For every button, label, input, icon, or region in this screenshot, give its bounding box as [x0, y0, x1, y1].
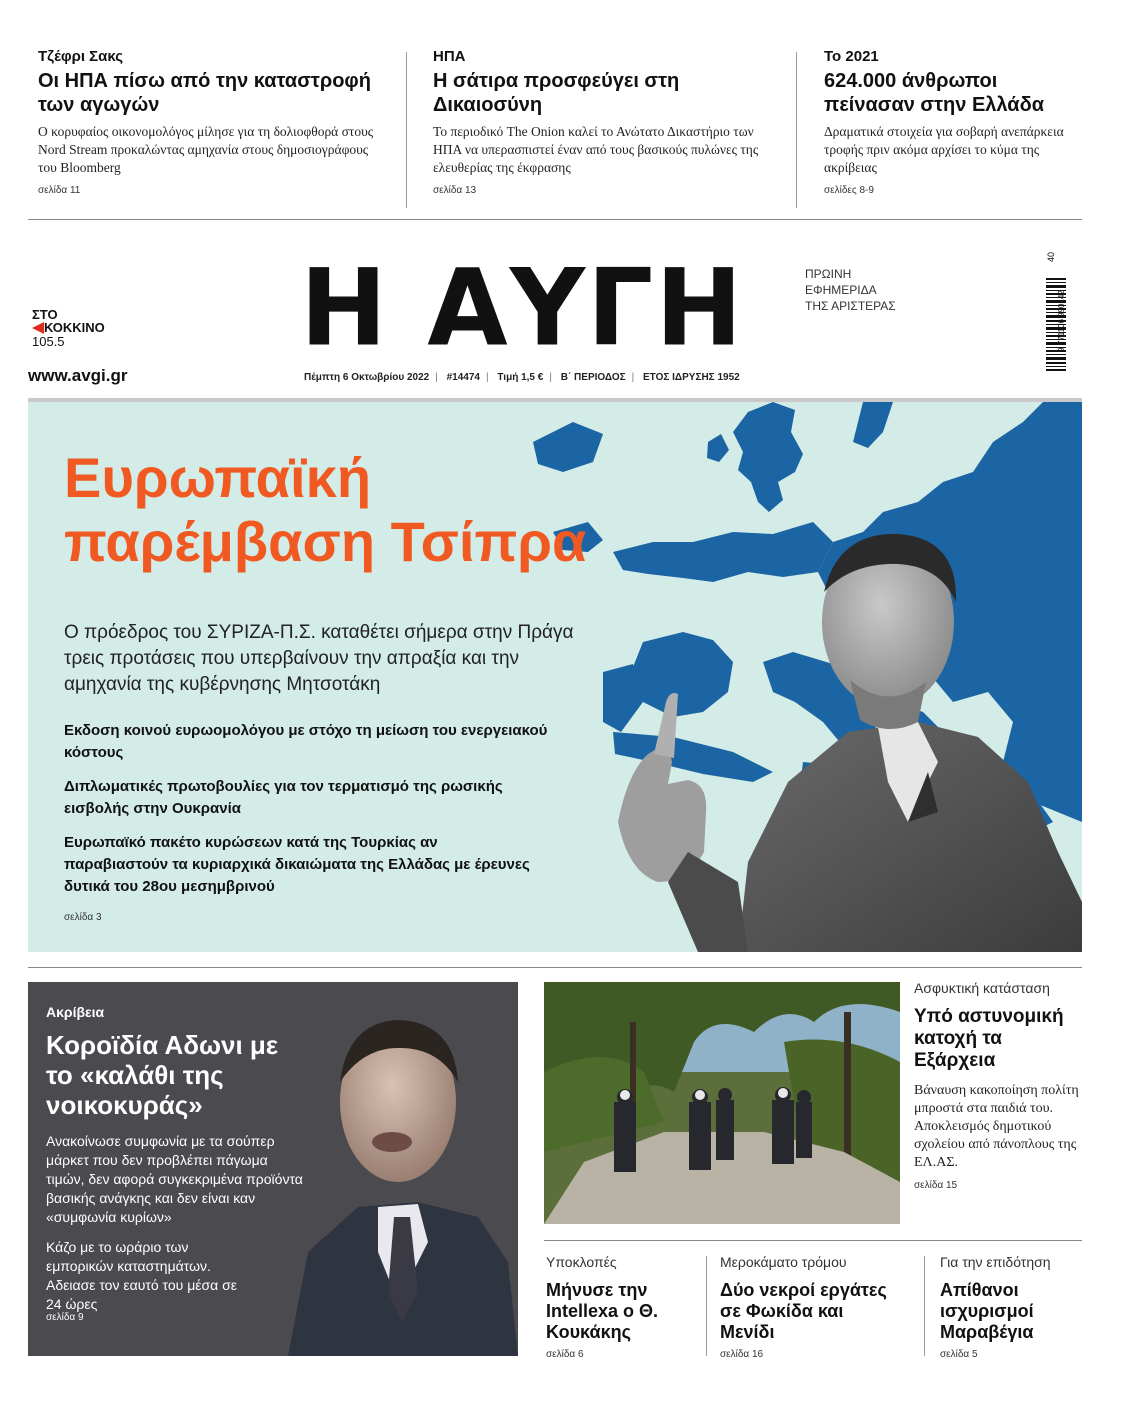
- story-page-ref: σελίδα 5: [940, 1349, 978, 1360]
- hero-point: Ευρωπαϊκό πακέτο κυρώσεων κατά της Τουρκίας αν παραβιαστούν τα κυριαρχικά δικαιώματα της Ελλάδας με έρευνες δυτικά του 28ου μεσημβρινού: [64, 834, 530, 895]
- teaser-onion[interactable]: [433, 48, 783, 196]
- hero-headline[interactable]: [64, 446, 664, 574]
- website-link[interactable]: www.avgi.gr: [28, 366, 128, 385]
- issue-price: Τιμή 1,5 €: [497, 372, 544, 383]
- teaser-kicker: Το 2021: [824, 48, 879, 65]
- teaser-sachs[interactable]: [38, 48, 388, 196]
- story-kicker: Μεροκάματο τρόμου: [720, 1254, 847, 1270]
- story-headline[interactable]: Απίθανοι ισχυρισμοί Μαραβέγια: [940, 1280, 1034, 1342]
- exarcheia-dek: Βάναυση κακοποίηση πολίτη μπροστά στα παιδιά του. Αποκλεισμός δημοτικού σχολείου από πάνοπλους της ΕΛ.ΑΣ.: [914, 1083, 1079, 1170]
- hero-story[interactable]: [28, 402, 1082, 952]
- teaser-headline[interactable]: Οι ΗΠΑ πίσω από την καταστροφή των αγωγών: [38, 70, 371, 116]
- dateline: Πέμπτη 6 Οκτωβρίου 2022 | #14474 | Τιμή 1,5 € | Β΄ ΠΕΡΙΟΔΟΣ | ΕΤΟΣ ΙΔΡΥΣΗΣ 1952: [304, 372, 740, 383]
- story-page-ref: σελίδα 16: [720, 1349, 764, 1360]
- story-kicker: Υποκλοπές: [546, 1254, 617, 1270]
- exarcheia-page-ref: σελίδα 15: [914, 1180, 958, 1191]
- barcode-issue: 40: [1046, 251, 1057, 263]
- teaser-page-ref: σελίδες 8-9: [824, 185, 874, 196]
- column-divider: [706, 1256, 707, 1356]
- exarcheia-headline[interactable]: Υπό αστυνομική κατοχή τα Εξάρχεια: [914, 1006, 1064, 1071]
- tagline-line: ΤΗΣ ΑΡΙΣΤΕΡΑΣ: [805, 299, 896, 313]
- story-workers[interactable]: [720, 1254, 900, 1360]
- teaser-kicker: Τζέφρι Σακς: [38, 48, 124, 65]
- story-maravegias[interactable]: [940, 1254, 1082, 1360]
- tsipras-photo: [588, 522, 1082, 952]
- hero-point: Διπλωματικές πρωτοβουλίες για τον τερματισμό της ρωσικής εισβολής στην Ουκρανία: [64, 778, 503, 817]
- hero-headline-line: παρέμβαση Τσίπρα: [64, 510, 587, 573]
- teaser-kicker: ΗΠΑ: [433, 48, 466, 65]
- box-dek: Ανακοίνωσε συμφωνία με τα σούπερ μάρκετ που δεν προβλέπει πάγωμα τιμών, δεν αφορά συγκεκριμένα προϊόντα βασικής ανάγκης και δεν είναι καν «συμφωνία κυρίων»: [46, 1133, 303, 1225]
- teaser-page-ref: σελίδα 11: [38, 185, 81, 196]
- issue-number: #14474: [446, 372, 480, 383]
- exarcheia-kicker: Ασφυκτική κατάσταση: [914, 980, 1050, 996]
- box-dek: Κάζο με το ωράριο των εμπορικών καταστημάτων. Αδειασε τον εαυτό του μέσα σε 24 ώρες: [46, 1239, 238, 1312]
- hero-headline-line: Ευρωπαϊκή: [64, 446, 372, 509]
- top-divider: [28, 219, 1082, 220]
- story-headline[interactable]: Δύο νεκροί εργάτες σε Φωκίδα και Μενίδι: [720, 1280, 887, 1342]
- hero-lead: Ο πρόεδρος του ΣΥΡΙΖΑ-Π.Σ. καταθέτει σήμερα στην Πράγα τρεις προτάσεις που υπερβαίνουν την απραξία και την αμηχανία της κυβέρνησης Μητσοτάκη: [64, 622, 574, 695]
- hero-point: Εκδοση κοινού ευρωομολόγου με στόχο τη μείωση του ενεργειακού κόστους: [64, 722, 548, 761]
- box-page-ref: σελίδα 9: [46, 1312, 84, 1323]
- hero-page-ref: σελίδα 3: [64, 912, 102, 923]
- masthead-tagline: [805, 266, 896, 314]
- radio-logo-line: ΚΟΚΚΙΝΟ: [44, 320, 105, 335]
- radio-logo[interactable]: [32, 308, 105, 349]
- bottom-divider: [544, 1240, 1082, 1241]
- founding-year: ΕΤΟΣ ΙΔΡΥΣΗΣ 1952: [643, 372, 740, 383]
- box-kicker: Ακρίβεια: [46, 1004, 105, 1020]
- teaser-dek: Ο κορυφαίος οικονομολόγος μίλησε για τη δολιοφθορά στους Nord Stream προκαλώντας αμηχανία στους δημοσιογράφους του Bloomberg: [38, 124, 374, 175]
- section-divider: [28, 967, 1082, 968]
- masthead-title[interactable]: Η ΑΥΓΗ: [300, 245, 745, 371]
- barcode-number: 9 771106 990142: [1057, 290, 1066, 352]
- tagline-line: ΕΦΗΜΕΡΙΔΑ: [805, 283, 877, 297]
- teaser-headline[interactable]: 624.000 άνθρωποι πείνασαν στην Ελλάδα: [824, 70, 1044, 116]
- column-divider: [796, 52, 797, 208]
- exarcheia-story[interactable]: [914, 980, 1084, 1191]
- story-kicker: Για την επιδότηση: [940, 1254, 1051, 1270]
- exarcheia-photo[interactable]: [544, 982, 900, 1224]
- radio-logo-line: 105.5: [32, 334, 65, 349]
- tagline-line: ΠΡΩΙΝΗ: [805, 267, 852, 281]
- column-divider: [924, 1256, 925, 1356]
- box-headline[interactable]: Κοροϊδία Αδωνι με το «καλάθι της νοικοκυράς»: [46, 1030, 279, 1120]
- story-koukakis[interactable]: [546, 1254, 706, 1360]
- play-arrow-icon: [32, 322, 44, 334]
- column-divider: [406, 52, 407, 208]
- police-photo-image: [544, 982, 900, 1224]
- teaser-headline[interactable]: Η σάτιρα προσφεύγει στη Δικαιοσύνη: [433, 70, 680, 116]
- issue-period: Β΄ ΠΕΡΙΟΔΟΣ: [560, 372, 626, 383]
- story-page-ref: σελίδα 6: [546, 1349, 584, 1360]
- teaser-dek: Δραματικά στοιχεία για σοβαρή ανεπάρκεια τροφής πριν ακόμα αρχίσει το κύμα της ακρίβειας: [824, 124, 1064, 175]
- georgiadis-story[interactable]: [28, 982, 518, 1356]
- teaser-hunger[interactable]: [824, 48, 1069, 196]
- story-headline[interactable]: Μήνυσε την Intellexa ο Θ. Κουκάκης: [546, 1280, 659, 1342]
- issue-date: Πέμπτη 6 Οκτωβρίου 2022: [304, 372, 430, 383]
- teaser-page-ref: σελίδα 13: [433, 185, 477, 196]
- teaser-dek: Το περιοδικό The Onion καλεί το Ανώτατο Δικαστήριο των ΗΠΑ να υπερασπιστεί έναν από τους βασικούς πυλώνες της ελευθερίας της έκφρασης: [433, 124, 759, 175]
- radio-logo-line: ΣΤΟ: [32, 307, 58, 322]
